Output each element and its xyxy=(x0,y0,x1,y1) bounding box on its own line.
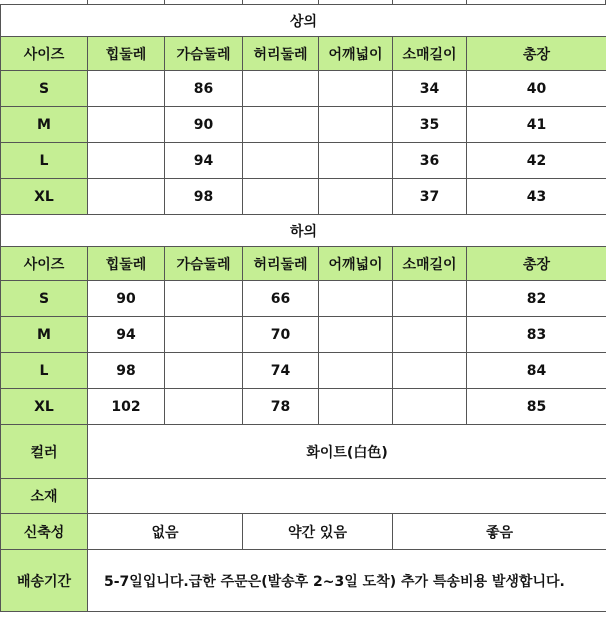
tops-header-row xyxy=(1,37,606,71)
tops-size-label: S xyxy=(1,71,88,107)
stretch-row xyxy=(1,514,606,550)
tops-measure-cell xyxy=(88,179,165,215)
tops-measure-cell: 40 xyxy=(467,71,606,107)
tops-measure-cell xyxy=(243,143,319,179)
tops-size-row xyxy=(1,71,606,107)
tops-measure-cell: 35 xyxy=(393,107,467,143)
bottoms-measure-cell: 94 xyxy=(88,317,165,353)
tops-column-header: 어깨넓이 xyxy=(319,37,393,71)
bottoms-measure-cell: 83 xyxy=(467,317,606,353)
tops-measure-cell: 41 xyxy=(467,107,606,143)
stretch-option-good: 좋음 xyxy=(393,514,606,550)
size-chart-table xyxy=(0,4,606,612)
bottoms-section-title: 하의 xyxy=(1,215,606,247)
bottoms-measure-cell xyxy=(319,317,393,353)
tops-measure-cell: 94 xyxy=(165,143,243,179)
tops-column-header: 소매길이 xyxy=(393,37,467,71)
bottoms-size-row xyxy=(1,353,606,389)
bottoms-measure-cell: 70 xyxy=(243,317,319,353)
bottoms-column-header: 허리둘레 xyxy=(243,247,319,281)
bottoms-size-row xyxy=(1,389,606,425)
tops-size-label: XL xyxy=(1,179,88,215)
tops-size-row xyxy=(1,107,606,143)
bottoms-measure-cell xyxy=(319,389,393,425)
tops-measure-cell: 43 xyxy=(467,179,606,215)
stretch-option-none: 없음 xyxy=(88,514,243,550)
bottoms-measure-cell: 84 xyxy=(467,353,606,389)
bottoms-measure-cell: 74 xyxy=(243,353,319,389)
bottoms-measure-cell xyxy=(319,281,393,317)
tops-column-header: 허리둘레 xyxy=(243,37,319,71)
material-label: 소재 xyxy=(1,479,88,514)
bottoms-column-header: 소매길이 xyxy=(393,247,467,281)
bottoms-size-row xyxy=(1,281,606,317)
tops-measure-cell: 37 xyxy=(393,179,467,215)
bottoms-title-row xyxy=(1,215,606,247)
bottoms-measure-cell xyxy=(319,353,393,389)
bottoms-size-label: M xyxy=(1,317,88,353)
tops-size-row xyxy=(1,179,606,215)
shipping-value: 5-7일입니다.급한 주문은(발송후 2~3일 도착) 추가 특송비용 발생합니다. xyxy=(88,550,606,612)
bottoms-measure-cell xyxy=(393,281,467,317)
bottoms-column-header: 힙둘레 xyxy=(88,247,165,281)
bottoms-column-header: 가슴둘레 xyxy=(165,247,243,281)
tops-column-header: 가슴둘레 xyxy=(165,37,243,71)
bottoms-header-row xyxy=(1,247,606,281)
tops-size-row xyxy=(1,143,606,179)
bottoms-measure-cell xyxy=(165,389,243,425)
color-row xyxy=(1,425,606,479)
bottoms-measure-cell: 102 xyxy=(88,389,165,425)
tops-column-header: 사이즈 xyxy=(1,37,88,71)
bottoms-size-label: S xyxy=(1,281,88,317)
tops-measure-cell xyxy=(243,107,319,143)
bottoms-column-header: 사이즈 xyxy=(1,247,88,281)
tops-measure-cell: 34 xyxy=(393,71,467,107)
bottoms-measure-cell xyxy=(393,389,467,425)
color-value: 화이트(白色) xyxy=(88,425,606,479)
tops-measure-cell: 86 xyxy=(165,71,243,107)
bottoms-column-header: 어깨넓이 xyxy=(319,247,393,281)
bottoms-measure-cell: 66 xyxy=(243,281,319,317)
bottoms-measure-cell: 82 xyxy=(467,281,606,317)
stretch-option-some: 약간 있음 xyxy=(243,514,393,550)
tops-measure-cell xyxy=(243,71,319,107)
tops-size-label: L xyxy=(1,143,88,179)
bottoms-measure-cell xyxy=(165,281,243,317)
bottoms-measure-cell xyxy=(393,353,467,389)
tops-section-title: 상의 xyxy=(1,5,606,37)
bottoms-measure-cell xyxy=(165,317,243,353)
tops-measure-cell: 42 xyxy=(467,143,606,179)
bottoms-measure-cell: 78 xyxy=(243,389,319,425)
tops-measure-cell xyxy=(319,143,393,179)
tops-measure-cell xyxy=(88,143,165,179)
tops-column-header: 총장 xyxy=(467,37,606,71)
color-label: 컬러 xyxy=(1,425,88,479)
tops-title-row xyxy=(1,5,606,37)
shipping-label: 배송기간 xyxy=(1,550,88,612)
bottoms-measure-cell xyxy=(393,317,467,353)
tops-size-label: M xyxy=(1,107,88,143)
material-row xyxy=(1,479,606,514)
tops-measure-cell: 90 xyxy=(165,107,243,143)
tops-measure-cell xyxy=(319,179,393,215)
tops-measure-cell xyxy=(319,71,393,107)
tops-measure-cell xyxy=(243,179,319,215)
tops-measure-cell: 98 xyxy=(165,179,243,215)
tops-measure-cell xyxy=(88,107,165,143)
material-value xyxy=(88,479,606,514)
shipping-row xyxy=(1,550,606,612)
stretch-label: 신축성 xyxy=(1,514,88,550)
bottoms-column-header: 총장 xyxy=(467,247,606,281)
bottoms-size-label: XL xyxy=(1,389,88,425)
bottoms-measure-cell: 98 xyxy=(88,353,165,389)
bottoms-measure-cell xyxy=(165,353,243,389)
tops-measure-cell xyxy=(88,71,165,107)
tops-measure-cell xyxy=(319,107,393,143)
bottoms-size-label: L xyxy=(1,353,88,389)
tops-column-header: 힙둘레 xyxy=(88,37,165,71)
bottoms-measure-cell: 85 xyxy=(467,389,606,425)
bottoms-measure-cell: 90 xyxy=(88,281,165,317)
tops-measure-cell: 36 xyxy=(393,143,467,179)
bottoms-size-row xyxy=(1,317,606,353)
